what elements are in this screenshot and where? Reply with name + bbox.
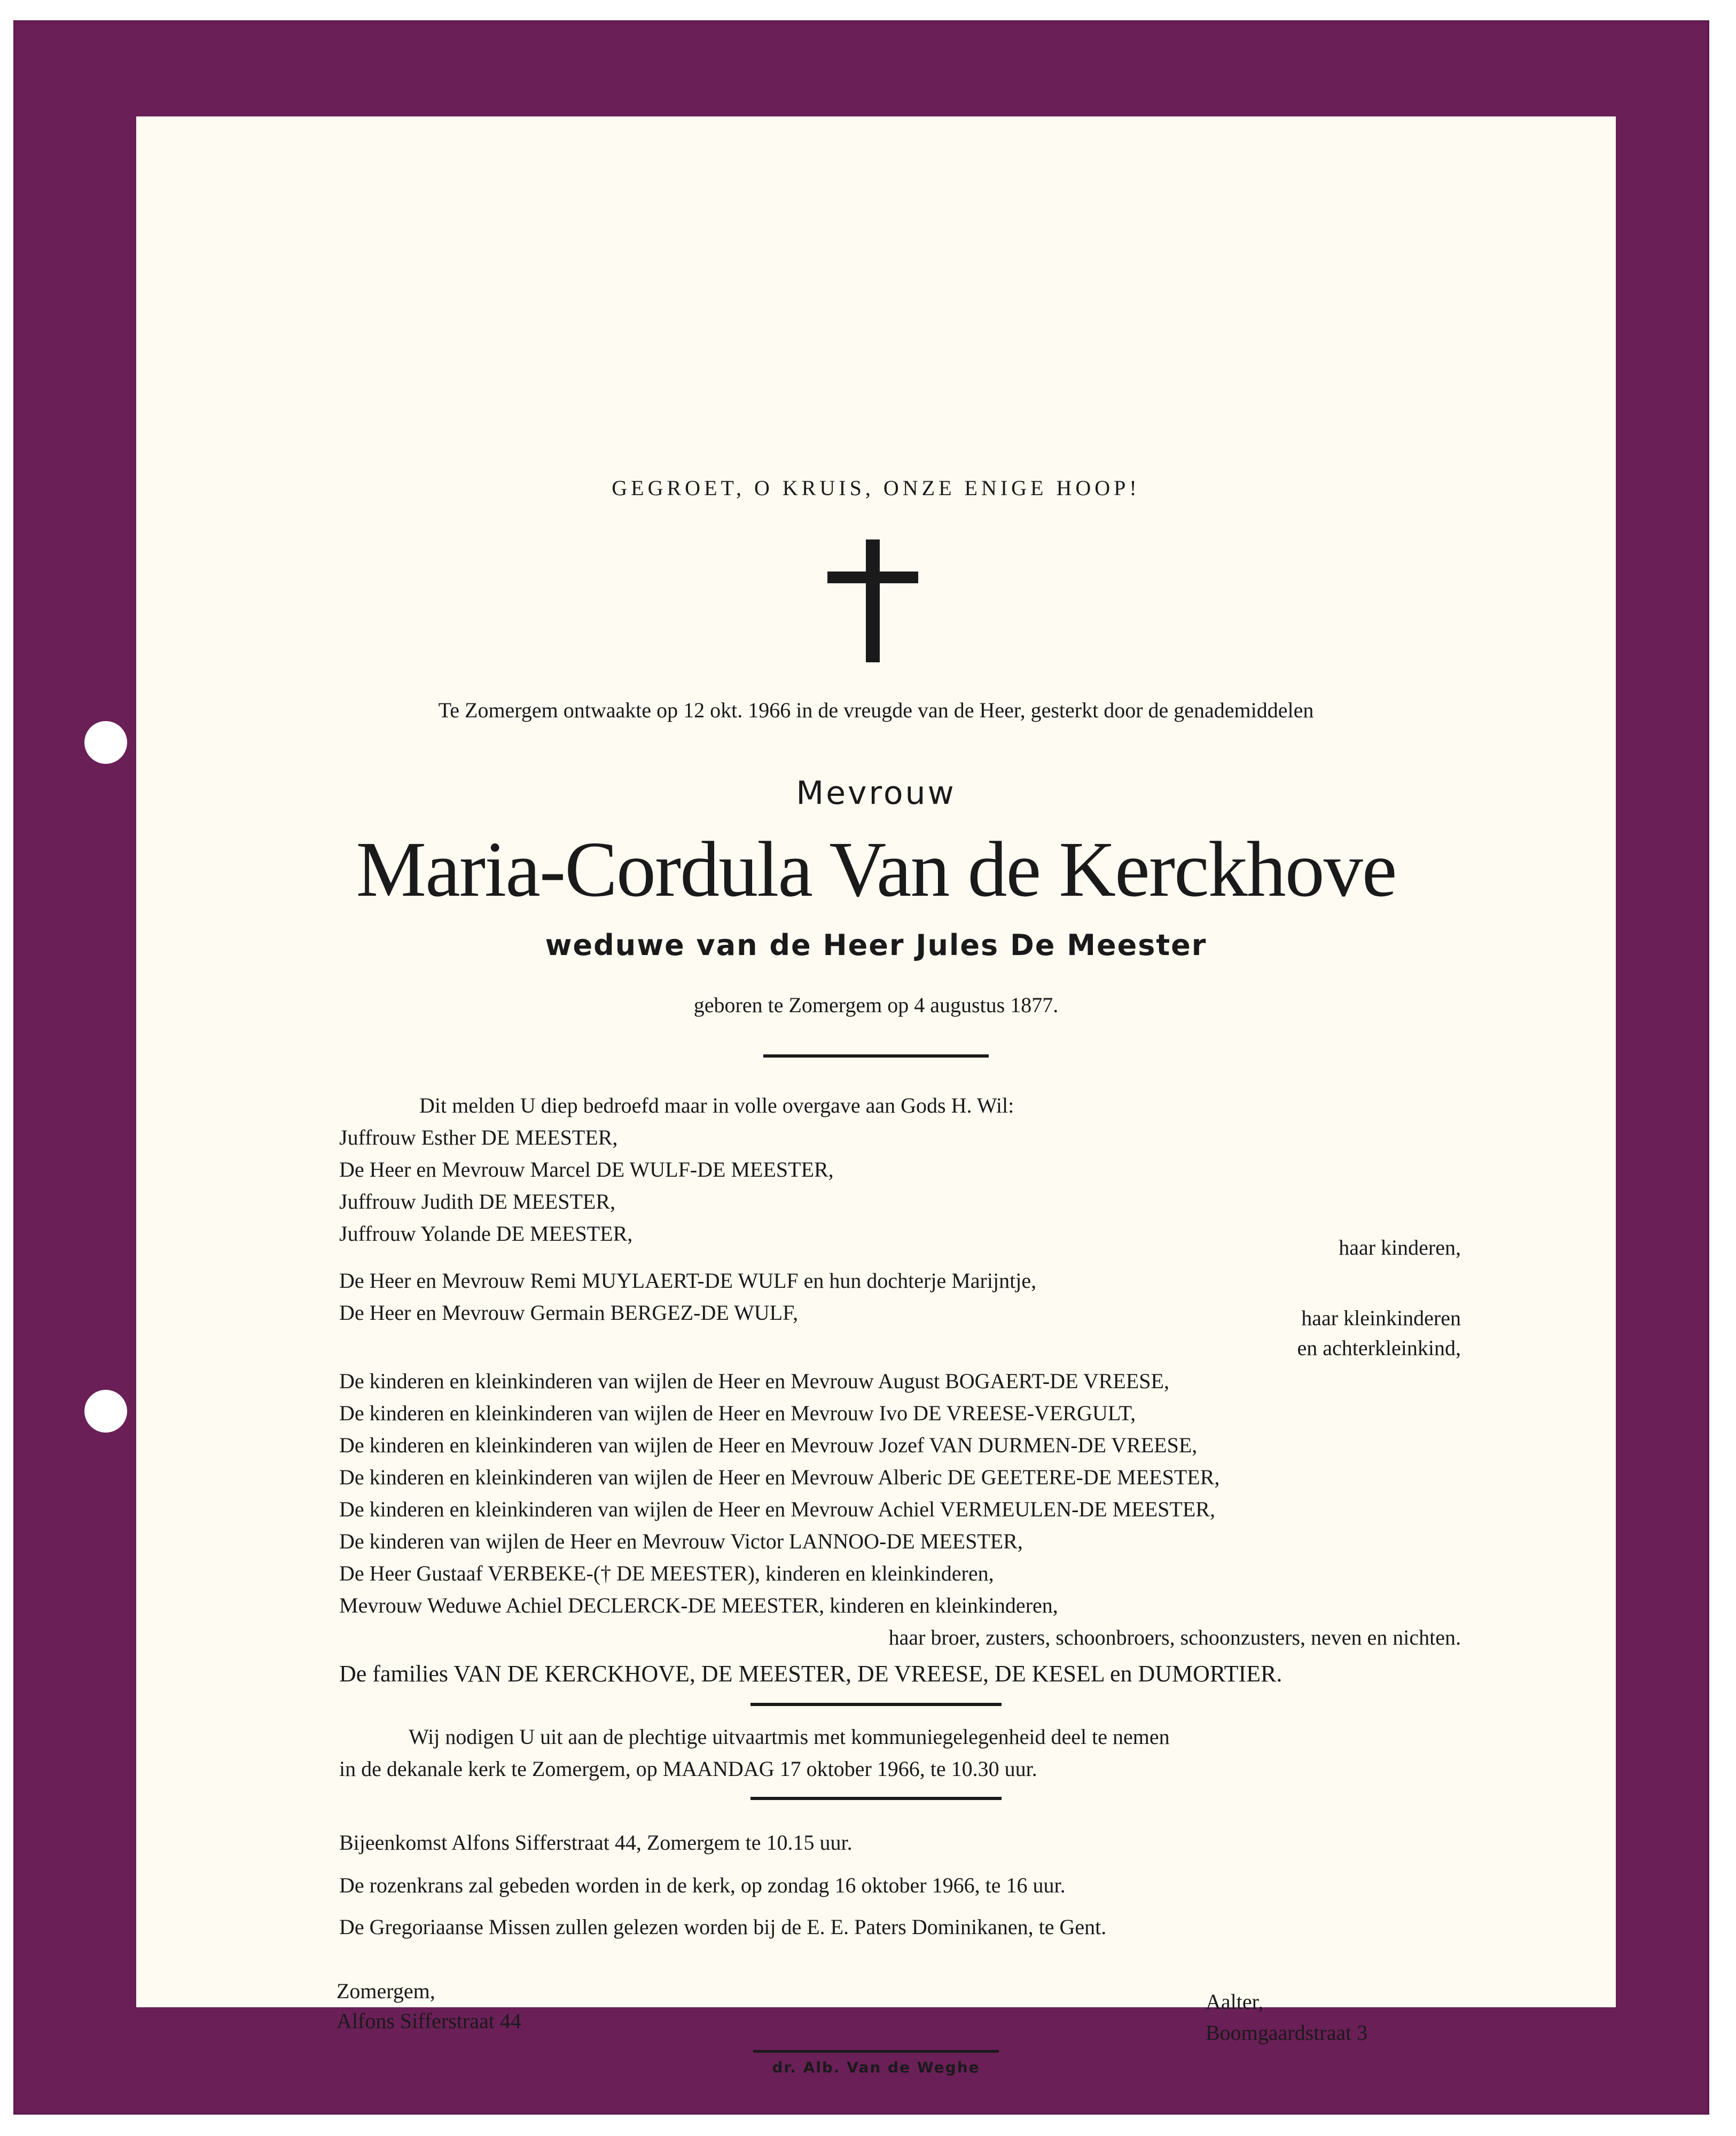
- list-item: De kinderen en kleinkinderen van wijlen de Heer en Mevrouw Ivo DE VREESE-VERGULT,: [339, 1401, 1136, 1425]
- address-left-street: Alfons Sifferstraat 44: [337, 2009, 521, 2033]
- list-item: Juffrouw Esther DE MEESTER,: [339, 1125, 618, 1149]
- invitation-line-2: in de dekanale kerk te Zomergem, op MAANDAG 17 oktober 1966, te 10.30 uur.: [339, 1757, 1037, 1781]
- list-item: De Heer en Mevrouw Germain BERGEZ-DE WULF,: [339, 1301, 799, 1325]
- list-item: De Heer Gustaaf VERBEKE-(† DE MEESTER), kinderen en kleinkinderen,: [339, 1561, 994, 1585]
- birth-line: geboren te Zomergem op 4 augustus 1877.: [693, 993, 1059, 1017]
- printer-credit: dr. Alb. Van de Weghe: [772, 2059, 980, 2076]
- meeting-line: Bijeenkomst Alfons Sifferstraat 44, Zomergem te 10.15 uur.: [339, 1830, 853, 1855]
- honorific: Mevrouw: [796, 774, 956, 812]
- death-notice-sheet: [136, 116, 1616, 2076]
- announce-line: Dit melden U diep bedroefd maar in volle overgave aan Gods H. Wil:: [419, 1093, 1014, 1117]
- motto: GEGROET, O KRUIS, ONZE ENIGE HOOP!: [612, 476, 1140, 500]
- masses-line: De Gregoriaanse Missen zullen gelezen worden bij de E. E. Paters Dominikanen, te Gent.: [339, 1915, 1107, 1939]
- widow-of: weduwe van de Heer Jules De Meester: [545, 928, 1207, 962]
- address-left-city: Zomergem,: [337, 1979, 435, 2003]
- families-line: De families VAN DE KERCKHOVE, DE MEESTER, DE VREESE, DE KESEL en DUMORTIER.: [339, 1661, 1283, 1687]
- punch-hole-top: [84, 721, 127, 764]
- latin-cross-icon: [827, 539, 918, 662]
- address-right-city: Aalter,: [1206, 1990, 1264, 2014]
- divider-1: [763, 1054, 989, 1058]
- deceased-name: Maria-Cordula Van de Kerckhove: [356, 826, 1396, 913]
- rosary-line: De rozenkrans zal gebeden worden in de kerk, op zondag 16 oktober 1966, te 16 uur.: [339, 1873, 1066, 1897]
- divider-2: [750, 1703, 1002, 1706]
- intro-line: Te Zomergem ontwaakte op 12 okt. 1966 in de vreugde van de Heer, gesterkt door de genademiddelen: [438, 698, 1314, 722]
- divider-3: [750, 1797, 1002, 1800]
- list-item: Juffrouw Yolande DE MEESTER,: [339, 1222, 633, 1246]
- list-item: De kinderen van wijlen de Heer en Mevrouw Victor LANNOO-DE MEESTER,: [339, 1529, 1023, 1553]
- list-item: De Heer en Mevrouw Remi MUYLAERT-DE WULF en hun dochterje Marijntje,: [339, 1269, 1037, 1293]
- invitation-line-1: Wij nodigen U uit aan de plechtige uitvaartmis met kommuniegelegenheid deel te nemen: [409, 1725, 1170, 1749]
- address-right-street: Boomgaardstraat 3: [1206, 2021, 1368, 2045]
- list-item: Mevrouw Weduwe Achiel DECLERCK-DE MEESTER, kinderen en kleinkinderen,: [339, 1593, 1058, 1617]
- grandchildren-label-2: en achterkleinkind,: [1297, 1336, 1461, 1360]
- punch-hole-bottom: [84, 1390, 127, 1433]
- children-label: haar kinderen,: [1339, 1235, 1461, 1259]
- list-item: De kinderen en kleinkinderen van wijlen de Heer en Mevrouw Achiel VERMEULEN-DE MEESTER,: [339, 1497, 1215, 1521]
- list-item: Juffrouw Judith DE MEESTER,: [339, 1190, 616, 1214]
- grandchildren-label: haar kleinkinderen: [1301, 1306, 1461, 1330]
- list-item: De Heer en Mevrouw Marcel DE WULF-DE MEESTER,: [339, 1157, 834, 1182]
- list-item: De kinderen en kleinkinderen van wijlen de Heer en Mevrouw Jozef VAN DURMEN-DE VREESE,: [339, 1433, 1198, 1457]
- siblings-line: haar broer, zusters, schoonbroers, schoonzusters, neven en nichten.: [888, 1625, 1461, 1649]
- list-item: De kinderen en kleinkinderen van wijlen de Heer en Mevrouw August BOGAERT-DE VREESE,: [339, 1369, 1169, 1393]
- list-item: De kinderen en kleinkinderen van wijlen de Heer en Mevrouw Alberic DE GEETERE-DE MEESTER,: [339, 1465, 1220, 1489]
- divider-4: [753, 2050, 999, 2053]
- mourning-card-border: [13, 20, 1709, 2115]
